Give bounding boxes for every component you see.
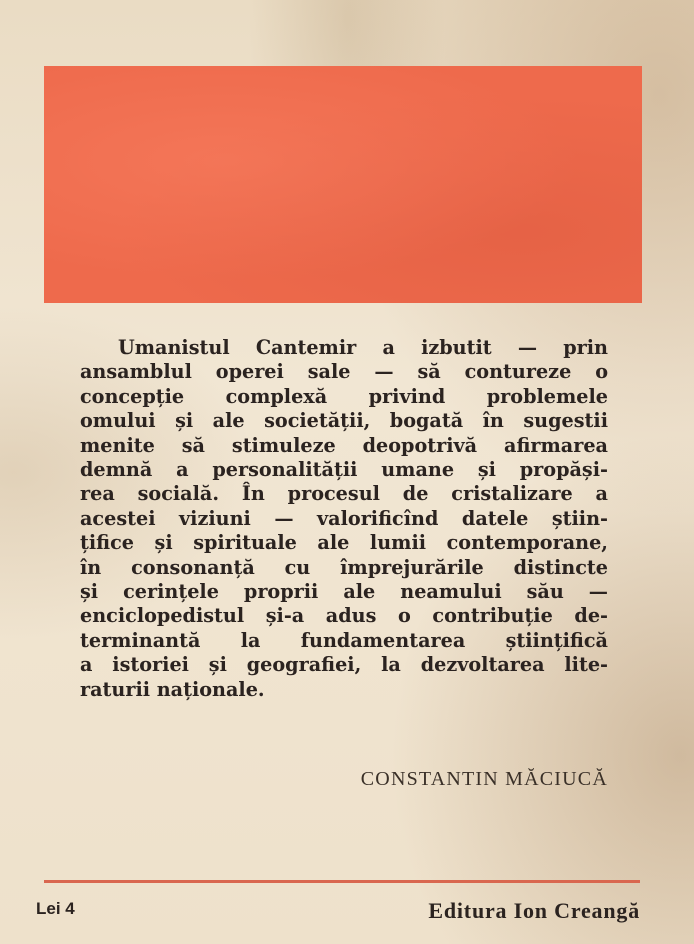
blurb-line: ansamblul operei sale — să contureze o [80, 360, 608, 384]
blurb-line: și cerințele proprii ale neamului său — [80, 580, 608, 604]
price-label: Lei 4 [36, 899, 75, 918]
blurb-line: Umanistul Cantemir a izbutit — prin [118, 336, 608, 359]
divider-rule [44, 880, 640, 883]
author-name: CONSTANTIN MĂCIUCĂ [360, 768, 608, 790]
blurb-line: omului și ale societății, bogată în sugestii [80, 409, 608, 433]
blurb-line: în consonanță cu împrejurările distincte [80, 555, 608, 579]
blurb-line: acestei viziuni — valorificînd datele știin- [80, 506, 608, 530]
publisher-name: Editura Ion Creangă [428, 898, 640, 923]
blurb-line: menite să stimuleze deopotrivă afirmarea [80, 433, 608, 457]
blurb-line: țifice și spirituale ale lumii contemporane, [80, 531, 608, 555]
blurb-line: demnă a personalității umane și propăși- [80, 458, 608, 482]
blurb-line: rea socială. În procesul de cristalizare a [80, 482, 608, 506]
blurb-line: concepție complexă privind problemele [80, 384, 608, 408]
blurb-line: enciclopedistul și-a adus o contribuție de- [80, 604, 608, 628]
blurb-line: raturii naționale. [80, 677, 265, 701]
red-color-panel [44, 66, 642, 303]
blurb-line: a istoriei și geografiei, la dezvoltarea lite- [80, 653, 608, 677]
back-cover-blurb [80, 336, 608, 702]
blurb-line: terminantă la fundamentarea științifică [80, 628, 608, 652]
